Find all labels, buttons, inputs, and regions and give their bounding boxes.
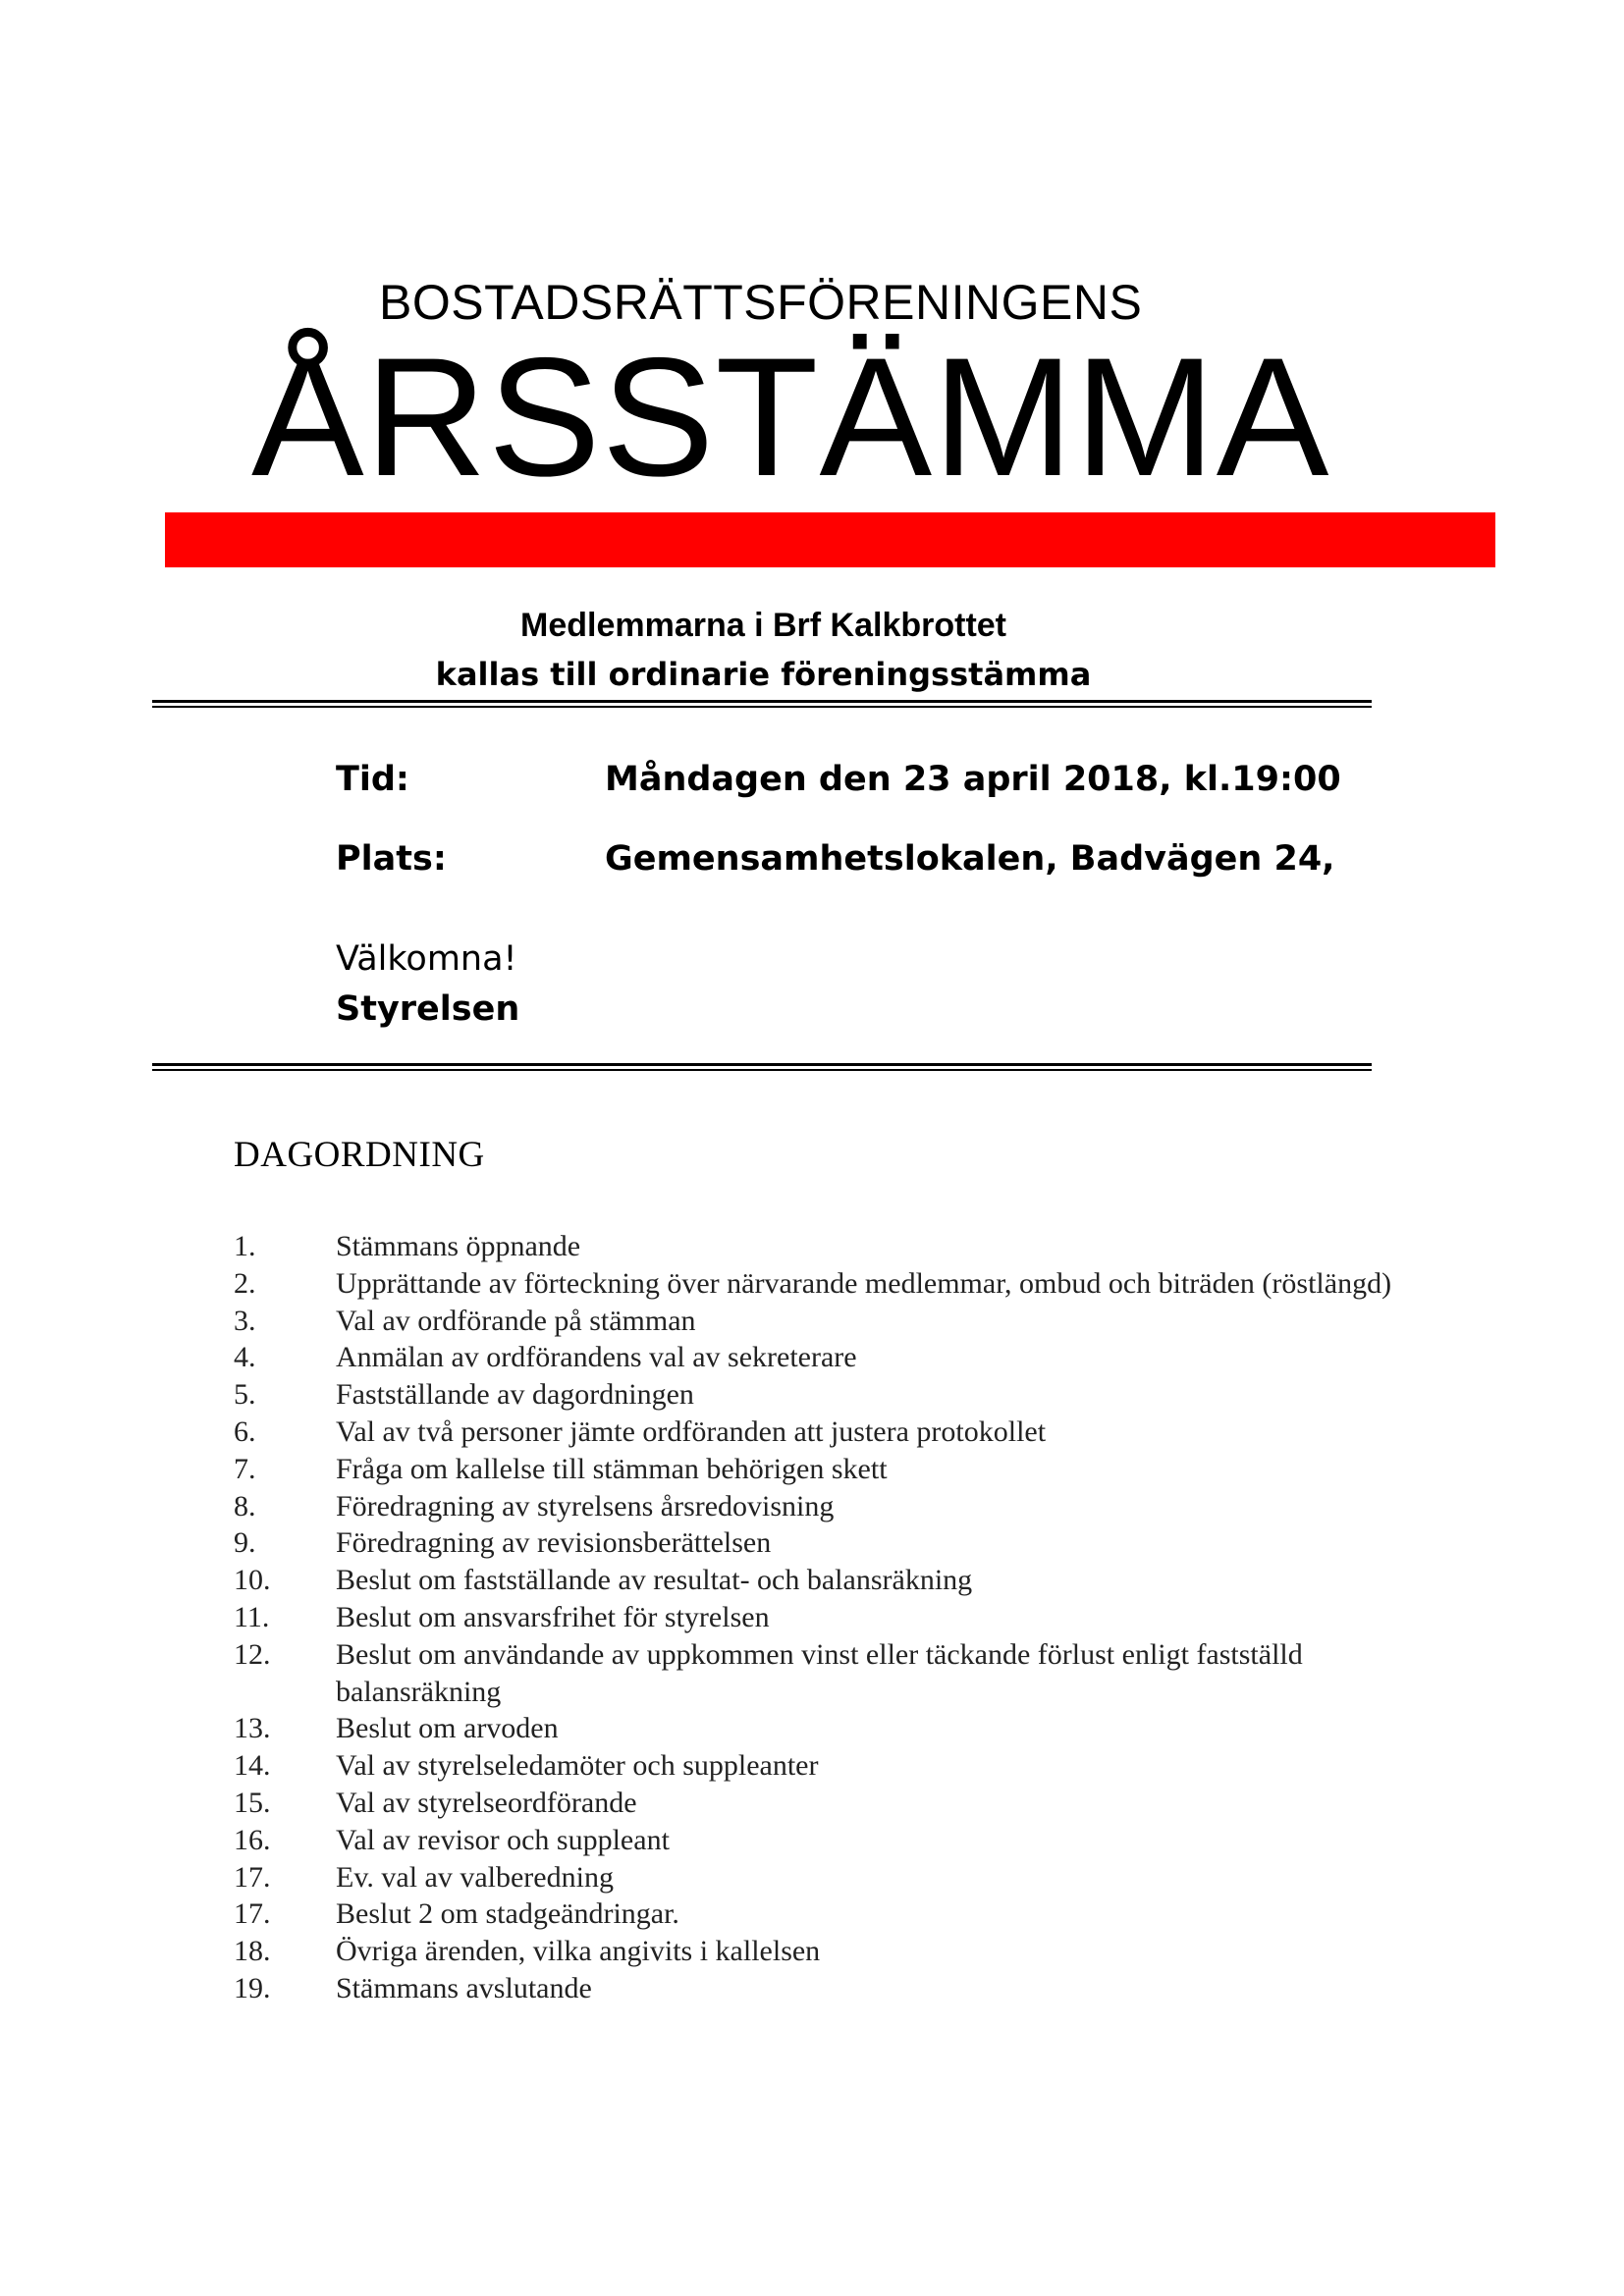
agenda-item [234, 1303, 1412, 1340]
agenda-item [234, 1265, 1412, 1303]
agenda-list [234, 1228, 1412, 2007]
agenda-item-number: 9. [234, 1526, 256, 1560]
agenda-item-number: 4. [234, 1341, 256, 1374]
agenda-item-text: Föredragning av styrelsens årsredovisning [336, 1489, 835, 1522]
agenda-item-number: 3. [234, 1304, 256, 1337]
agenda-item [234, 1228, 1412, 1265]
agenda-item-text: Val av styrelseordförande [336, 1786, 637, 1819]
agenda-item-number: 15. [234, 1786, 271, 1819]
agenda-item-number: 10. [234, 1564, 271, 1597]
agenda-item-number: 16. [234, 1823, 271, 1856]
agenda-item [234, 1896, 1412, 1933]
agenda-item [234, 1933, 1412, 1970]
agenda-item [234, 1451, 1412, 1488]
agenda-item-text: Val av två personer jämte ordföranden att justera protokollet [336, 1415, 1047, 1448]
agenda-item-text: Stämmans öppnande [336, 1230, 581, 1262]
agenda-item [234, 1488, 1412, 1525]
agenda-item-text: Övriga ärenden, vilka angivits i kallelsen [336, 1935, 821, 1968]
agenda-item [234, 1414, 1412, 1451]
agenda-item-text: Beslut om användande av uppkommen vinst eller täckande förlust enligt fastställd balansräkning [336, 1637, 1303, 1708]
agenda-item-number: 2. [234, 1266, 256, 1300]
time-label: Tid: [336, 760, 409, 799]
agenda-item-text: Fråga om kallelse till stämman behörigen skett [336, 1452, 888, 1485]
place-label: Plats: [336, 839, 447, 879]
invitation-line-1: Medlemmarna i Brf Kalkbrottet [520, 607, 1006, 644]
document-supertitle: BOSTADSRÄTTSFÖRENINGENS [379, 275, 1143, 330]
divider-bottom [152, 1063, 1372, 1071]
agenda-item [234, 1339, 1412, 1376]
agenda-item [234, 1822, 1412, 1859]
agenda-item-text: Beslut om ansvarsfrihet för styrelsen [336, 1600, 770, 1633]
agenda-item [234, 1524, 1412, 1562]
time-value: Måndagen den 23 april 2018, kl.19:00 [605, 760, 1341, 799]
agenda-item [234, 1970, 1412, 2007]
agenda-item-number: 5. [234, 1378, 256, 1412]
agenda-item [234, 1599, 1412, 1636]
agenda-item [234, 1636, 1412, 1711]
agenda-item-number: 14. [234, 1749, 271, 1783]
agenda-item-number: 17. [234, 1860, 271, 1894]
document-title: ÅRSSTÄMMA [251, 323, 1330, 511]
agenda-heading: DAGORDNING [234, 1135, 485, 1175]
agenda-item [234, 1785, 1412, 1822]
agenda-item-text: Beslut 2 om stadgeändringar. [336, 1897, 679, 1931]
agenda-item-number: 17. [234, 1897, 271, 1931]
agenda-item-text: Stämmans avslutande [336, 1971, 592, 2004]
agenda-item [234, 1376, 1412, 1414]
welcome-text: Välkomna! [336, 939, 517, 979]
agenda-item [234, 1562, 1412, 1599]
agenda-item-number: 11. [234, 1600, 270, 1633]
place-value: Gemensamhetslokalen, Badvägen 24, [605, 839, 1335, 879]
agenda-item-text: Val av revisor och suppleant [336, 1823, 670, 1856]
agenda-item-number: 8. [234, 1489, 256, 1522]
agenda-item-number: 13. [234, 1712, 271, 1745]
agenda-item [234, 1859, 1412, 1896]
agenda-item-text: Upprättande av förteckning över närvarande medlemmar, ombud och biträden (röstlängd) [336, 1266, 1392, 1300]
agenda-item-text: Beslut om arvoden [336, 1712, 559, 1745]
invitation-text [152, 601, 1375, 699]
agenda-item-text: Föredragning av revisionsberättelsen [336, 1526, 772, 1560]
agenda-item-text: Beslut om fastställande av resultat- och balansräkning [336, 1564, 973, 1597]
agenda-item-text: Val av styrelseledamöter och suppleanter [336, 1749, 819, 1783]
agenda-item-number: 12. [234, 1637, 271, 1671]
divider-top [152, 700, 1372, 708]
red-accent-bar [165, 512, 1495, 567]
agenda-item-number: 1. [234, 1230, 256, 1262]
signature: Styrelsen [336, 989, 520, 1029]
agenda-item-number: 7. [234, 1452, 256, 1485]
agenda-item-number: 19. [234, 1971, 271, 2004]
agenda-item-text: Fastställande av dagordningen [336, 1378, 694, 1412]
agenda-item-text: Val av ordförande på stämman [336, 1304, 696, 1337]
agenda-item [234, 1747, 1412, 1785]
agenda-item-text: Anmälan av ordförandens val av sekreterare [336, 1341, 857, 1374]
agenda-item-number: 6. [234, 1415, 256, 1448]
invitation-line-2: kallas till ordinarie föreningsstämma [435, 656, 1092, 693]
agenda-item-number: 18. [234, 1935, 271, 1968]
agenda-item [234, 1710, 1412, 1747]
agenda-item-text: Ev. val av valberedning [336, 1860, 614, 1894]
